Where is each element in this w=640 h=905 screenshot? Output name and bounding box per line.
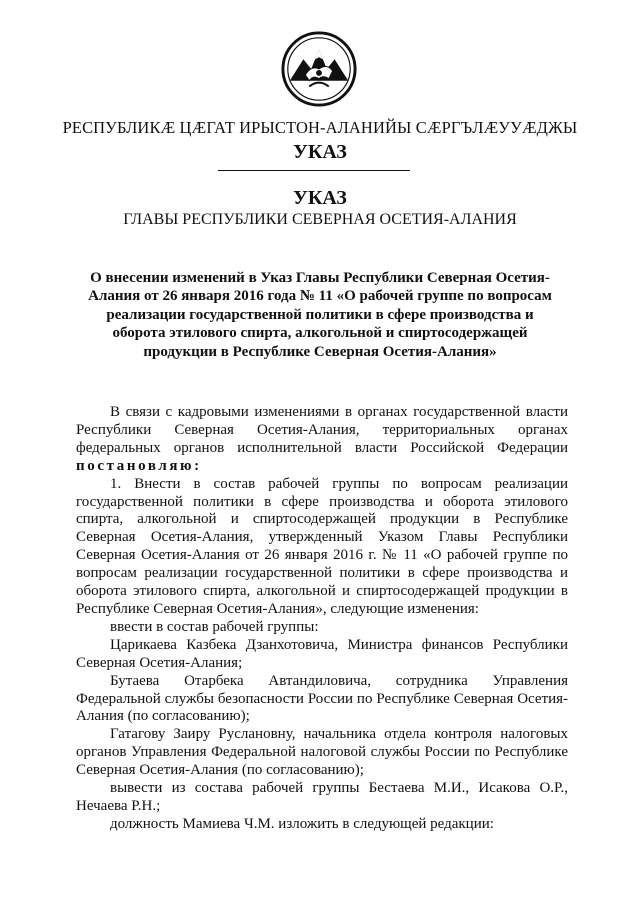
- paragraph-remove-members: вывести из состава рабочей группы Бестаева М.И., Исакова О.Р., Нечаева Р.Н.;: [76, 780, 568, 814]
- decree-title: О внесении изменений в Указ Главы Республики Северная Осетия-Алания от 26 января 2016 года № 11 «О рабочей группе по вопросам реализации государственной политики в сфере производства и оборота этилового спирта, алкогольной и спиртосодержащей продукции в Республике Северная Осетия-Алания»: [88, 270, 552, 360]
- republic-heading-ossetian: РЕСПУБЛИКӔ ЦӔГАТ ИРЫСТОН-АЛАНИЙЫ СӔРГЪЛӔУУӔДЖЫ: [62, 118, 578, 137]
- head-of-republic-heading: ГЛАВЫ РЕСПУБЛИКИ СЕВЕРНАЯ ОСЕТИЯ-АЛАНИЯ: [123, 211, 517, 228]
- paragraph-member-tsarikaev: Царикаева Казбека Дзанхотовича, Министра финансов Республики Северная Осетия-Алания;: [76, 636, 568, 671]
- preamble-text: В связи с кадровыми изменениями в органах государственной власти Республики Северная Осетия-Алания, территориальных органах федеральных органов исполнительной власти Российской Федерации: [76, 404, 568, 456]
- decree-word: постановляю:: [76, 457, 202, 474]
- ukaz-heading-ossetian: УКАЗ: [293, 141, 347, 163]
- header-divider: [218, 170, 410, 171]
- decree-body: [76, 404, 568, 834]
- coat-of-arms-emblem: [280, 30, 358, 108]
- paragraph-member-gatagova: Гатагову Заиру Руслановну, начальника отдела контроля налоговых органов Управления Федеральной налоговой службы России по Республике Северная Осетия-Алания (по согласованию);: [76, 726, 568, 779]
- paragraph-preamble: [76, 404, 568, 476]
- paragraph-member-butaev: Бутаева Отарбека Автандиловича, сотрудника Управления Федеральной службы безопасности России по Республике Северная Осетия-Алания (по согласованию);: [76, 672, 568, 725]
- paragraph-introduce: ввести в состав рабочей группы:: [110, 618, 319, 635]
- paragraph-item-1: 1. Внести в состав рабочей группы по вопросам реализации государственной политики в сфере производства и оборота этилового спирта, алкогольной и спиртосодержащей продукции в Республике Северная Осетия-Алания, утвержденный Указом Главы Республики Северная Осетия-Алания от 26 января 2016 г. № 11 «О рабочей группе по вопросам реализации государственной политики в сфере производства и оборота этилового спирта, алкогольной и спиртосодержащей продукции в Республике Северная Осетия-Алания», следующие изменения:: [76, 475, 568, 617]
- ukaz-heading-russian: УКАЗ: [293, 187, 347, 209]
- paragraph-position-change: должность Мамиева Ч.М. изложить в следующей редакции:: [110, 815, 494, 832]
